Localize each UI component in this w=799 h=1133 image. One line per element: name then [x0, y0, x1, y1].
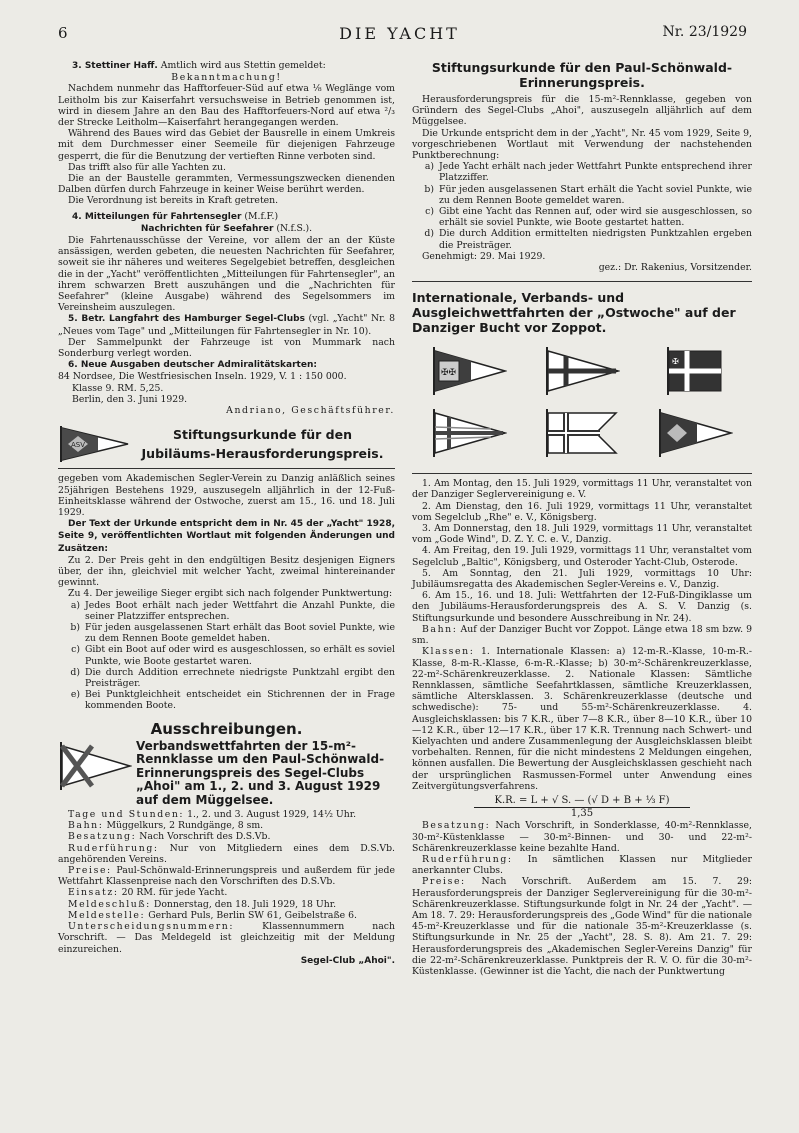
divider: [412, 473, 752, 474]
stettin-p2: Während des Baues wird das Gebiet der Bausrelle in einem Umkreis mit dem Durchmesser einer Seemeile für diejenigen Fahrzeuge gesperrt, die für die Benutzung der vertieften Rinne verboten sind.: [58, 128, 395, 162]
langfahrt-p1: 5. Betr. Langfahrt des Hamburger Segel-Clubs (vgl. „Yacht" Nr. 8 „Neues vom Tage" und „Mitteilungen für Fahrtensegler in Nr. 10).: [58, 313, 395, 337]
jubilaeum-title-1: Stiftungsurkunde für den: [173, 427, 352, 443]
paul-p1: Herausforderungspreis für die 15-m²-Rennklasse, gegeben von Gründern des Segel-Clubs „Ahoi", auszusegeln alljährlich auf dem Müggelsee.: [412, 94, 752, 128]
jubilaeum-p2: Der Text der Urkunde entspricht dem in Nr. 45 der „Yacht" 1928, Seite 9, veröffentlichten Wortlaut mit folgenden Änderungen und Zusätzen:: [58, 519, 395, 554]
ostwoche-item: 1. Am Montag, den 15. Juli 1929, vormittags 11 Uhr, veranstaltet von der Danziger Seglervereinigung e. V.: [412, 478, 752, 501]
ostwoche-preise: Preise: Nach Vorschrift. Außerdem am 15. 7. 29: Herausforderungspreis der Danziger Seglervereinigung für die 30-m²-Schärenkreuzerklasse. Stiftungsurkunde folgt in Nr. 24 der „Yacht". — Am 18. 7. 29: Herausforderungspreis des „Gode Wind" für die nationale 45-m²-Kreuzerklasse und für die nationale 35-m²-Kreuzerklasse (s. Stiftungsurkunde in Nr. 25 der „Yacht", 28. S. 8). Am 21. 7. 29: Herausforderungspreis des „Akademischen Segler-Vereins Danzig" für die 22-m²-Schärenkreuzerklasse. Punktpreis der R. V. O. für die 30-m²-Küstenklasse. (Gewinner ist die Yacht, die nach der Punktwertung: [412, 876, 753, 977]
jubilaeum-title-block: [58, 424, 395, 464]
langfahrt-p2: Der Sammelpunkt der Fahrzeuge ist von Mummark nach Sonderburg verlegt worden.: [58, 336, 395, 360]
pennant-icon: [58, 424, 130, 464]
right-column: [412, 60, 752, 977]
stettin-p5: Die Verordnung ist bereits in Kraft getreten.: [68, 195, 279, 207]
stettin-p1: Nachdem nunmehr das Hafftorfeuer-Süd auf etwa ⅛ Weglänge vom Leitholm bis zur Kaiserfahrt versuchsweise in Betrieb genommen ist, wird in diesem Jahre an den Bau des Hafftorfeuers-Nord auf etwa ²/₃ der Strecke Leitholm—Kaiserfahrt herangegangen werden.: [58, 83, 395, 129]
admiralitaet-line1: 84 Nordsee, Die Westfriesischen Inseln. 1929, V. 1 : 150 000.: [58, 371, 347, 383]
ostwoche-besatzung: Besatzung: Nach Vorschrift, in Sonderklasse, 40-m²-Rennklasse, 30-m²-Küstenklasse — 30-m²-Binnen- und 30- und 22-m²-Schärenkreuzerklasse keine bezahlte Hand.: [412, 820, 752, 854]
ausschreibung-header: [58, 740, 395, 808]
ausschreibung-signature: Segel-Club „Ahoi".: [300, 955, 395, 966]
ausschreibung-row: Meldeschluß: Donnerstag, den 18. Juli 1929, 18 Uhr.: [68, 898, 337, 910]
ostwoche-ruderfuehrung: Ruderführung: In sämtlichen Klassen nur Mitglieder anerkannter Clubs.: [412, 853, 752, 877]
mitteilungen-heading: 4. Mitteilungen für Fahrtensegler (M.f.F.): [72, 210, 279, 222]
flag-pennant-striped-icon: [431, 407, 507, 459]
formula-denominator: 1,35: [570, 808, 594, 820]
svg-text:ASV: ASV: [71, 441, 86, 450]
list-item: d) Die durch Addition ermittelten niedrigsten Punktzahlen ergeben die Preisträger.: [424, 228, 752, 251]
page-number: 6: [58, 24, 68, 42]
left-column: [58, 60, 395, 967]
flag-square-cross-icon: [665, 345, 725, 397]
admiralitaet-line2: Klasse 9. RM. 5,25.: [72, 382, 164, 394]
ostwoche-title: Internationale, Verbands- und Ausgleichwettfahrten der „Ostwoche" auf der Danziger Bucht vor Zoppot.: [412, 290, 736, 336]
ostwoche-item: 5. Am Sonntag, den 21. Juli 1929, vormittags 10 Uhr: Jubiläumsregatta des Akademischen Segler-Vereins e. V., Danzig.: [412, 567, 752, 591]
flag-swallowtail-cross-icon: [544, 407, 620, 459]
bekanntmachung-heading: Bekanntmachung!: [171, 72, 282, 84]
paul-signature: gez.: Dr. Rakenius, Vorsitzender.: [598, 262, 752, 274]
admiralitaet-heading: 6. Neue Ausgaben deutscher Admiralitätskarten:: [68, 360, 317, 371]
paul-date: Genehmigt: 29. Mai 1929.: [422, 250, 546, 262]
kr-formula: [412, 795, 752, 819]
ostwoche-bahn: Bahn: Auf der Danziger Bucht vor Zoppot. Länge etwa 18 sm bzw. 9 sm.: [412, 623, 752, 647]
paul-schoenwald-title: Stiftungsurkunde für den Paul-Schönwald-Erinnerungspreis.: [431, 60, 733, 90]
formula-numerator: K.R. = L + √ S. — (√ D + B + ⅓ F): [474, 795, 689, 808]
admiralitaet-signature: Andriano, Geschäftsführer.: [226, 405, 395, 417]
nachrichten-heading: Nachrichten für Seefahrer (N.f.S.).: [140, 222, 313, 234]
jubilaeum-title-2: Jubiläums-Herausforderungspreis.: [141, 446, 384, 462]
mitteilungen-p1: Die Fahrtenausschüsse der Vereine, vor allem der an der Küste ansässigen, werden gebeten, die neuesten Nachrichten für Seefahrer, soweit sie ihr näheres und weiteres Segelgebiet betreffen, desgleichen die in der „Yacht" veröffentlichten „Mitteilungen für Fahrtensegler", an ihrem schwarzen Brett auszuhängen und die „Nachrichten für Seefahrer" (kleine Ausgabe) während des Segelsommers im Vereinsheim auszulegen.: [58, 235, 396, 314]
ausschreibung-row: Bahn: Müggelkurs, 2 Rundgänge, 8 sm.: [68, 820, 264, 832]
flag-pennant-cross-icon: [544, 345, 620, 397]
ostwoche-item: 6. Am 15., 16. und 18. Juli: Wettfahrten der 12-Fuß-Dingiklasse um den Jubiläums-Herausforderungspreis des A. S. V. Danzig (s. Stiftungsurkunde und besondere Ausschreibung in Nr. 24).: [412, 590, 752, 624]
ostwoche-klassen: Klassen: 1. Internationale Klassen: a) 12-m-R.-Klasse, 10-m-R.-Klasse, 8-m-R.-Klasse, 6-m-R.-Klasse; b) 30-m²-Schärenkreuzerklasse, 22-m²-Schärenkreuzerklasse. 2. Nationale Klassen: Sämtliche Rennklassen, sämtliche Seefahrtklassen, sämtliche Kreuzerklassen, sämtliche Altersklassen. 3. Schärenkreuzerklasse (deutsche und schwedische): 75- und 55-m²-Schärenkreuzerklasse. 4. Ausgleichsklassen: bis 7 K.R., über 7—8 K.R., über 8—10 K.R., über 10—12 K.R., über 12—17 K.R., über 17 K.R. Trennung nach Schwert- und Kielyachten und andere Zusammenlegung der Ausgleichsklassen bleibt vorbehalten. Rennen, für die nicht mindestens 2 Meldungen eingehen, können ausfallen. Die Bewertung der Ausgleichsklassen geschieht nach der ursprünglichen Rasmussen-Formel unter Anwendung eines Zeitvergütungsverfahrens.: [412, 646, 752, 792]
list-item: c) Gibt ein Boot auf oder wird es ausgeschlossen, so erhält es soviel Punkte, wie Boote gestartet waren.: [71, 644, 395, 667]
ausschreibung-row: Meldestelle: Gerhard Puls, Berlin SW 61, Geibelstraße 6.: [68, 909, 358, 921]
ausschreibung-row: Preise: Paul-Schönwald-Erinnerungspreis und außerdem für jede Wettfahrt Klassenpreise nach den Vorschriften des D.S.Vb.: [58, 865, 395, 888]
ostwoche-item: 3. Am Donnerstag, den 18. Juli 1929, vormittags 11 Uhr, veranstaltet vom „Gode Wind", D. Z. Y. C. e. V., Danzig.: [412, 523, 752, 546]
divider: [58, 468, 395, 469]
stettin-p4: Die an der Baustelle gerammten, Vermessungszwecken dienenden Dalben dürfen durch Fahrzeuge in keiner Weise berührt werden.: [58, 173, 395, 196]
ausschreibungen-title: Ausschreibungen.: [150, 719, 303, 738]
jubilaeum-p4: Zu 4. Der jeweilige Sieger ergibt sich nach folgender Punktwertung:: [68, 588, 393, 600]
admiralitaet-date: Berlin, den 3. Juni 1929.: [72, 393, 188, 405]
issue-number: Nr. 23/1929: [662, 24, 747, 40]
ostwoche-item: 2. Am Dienstag, den 16. Juli 1929, vormittags 11 Uhr, veranstaltet vom Segelclub „Rhe" e. V., Königsberg.: [412, 500, 752, 523]
jubilaeum-p3: Zu 2. Der Preis geht in den endgültigen Besitz desjenigen Eigners über, der ihn, gleichviel mit welcher Yacht, zweimal hintereinander gewinnt.: [58, 554, 395, 589]
flag-pennant-emblem-icon: [657, 407, 733, 459]
club-flags: [412, 345, 752, 459]
list-item: d) Die durch Addition errechnete niedrigste Punktzahl ergibt den Preisträger.: [70, 666, 395, 689]
stettin-heading: 3. Stettiner Haff. Amtlich wird aus Stettin gemeldet:: [72, 60, 326, 71]
ausschreibung-row: Besatzung: Nach Vorschrift des D.S.Vb.: [68, 831, 271, 843]
jubilaeum-p1: gegeben vom Akademischen Segler-Verein zu Danzig anläßlich seines 25jährigen Bestehens 1929, auszusegeln alljährlich in der 12-Fuß-Einheitsklasse während der Ostwoche, zuerst am 15., 16. und 18. Juli 1929.: [58, 473, 395, 518]
stettin-p3: Das trifft also für alle Yachten zu.: [68, 161, 226, 173]
ausschreibung-row: Unterscheidungsnummern: Klassennummern nach Vorschrift. — Das Meldegeld ist gleichzeitig mit der Meldung einzureichen.: [58, 921, 395, 955]
journal-title: DIE YACHT: [339, 24, 460, 43]
ostwoche-item: 4. Am Freitag, den 19. Juli 1929, vormittags 11 Uhr, veranstaltet vom Segelclub „Baltic", Königsberg, und Osteroder Yacht-Club, Osterode.: [412, 545, 752, 568]
list-item: b) Für jeden ausgelassenen Start erhält die Yacht soviel Punkte, wie zu dem Rennen Boote gemeldet waren.: [424, 183, 752, 206]
page-header: [0, 24, 799, 46]
divider: [412, 281, 752, 282]
ausschreibung-row: Tage und Stunden: 1., 2. und 3. August 1929, 14½ Uhr.: [68, 809, 357, 821]
ausschreibung-row: Einsatz: 20 RM. für jede Yacht.: [68, 887, 228, 899]
list-item: b) Für jeden ausgelassenen Start erhält das Boot soviel Punkte, wie zu dem Rennen Boote gemeldet haben.: [70, 621, 395, 645]
ausschreibung-row: Ruderführung: Nur von Mitgliedern eines dem D.S.Vb. angehörenden Vereins.: [58, 842, 395, 865]
list-item: e) Bei Punktgleichheit entscheidet ein Stichrennen der in Frage kommenden Boote.: [70, 689, 395, 712]
svg-text:✠: ✠: [672, 357, 680, 367]
svg-text:✠✠: ✠✠: [440, 368, 456, 379]
flag-pennant-danzig-icon: [431, 345, 507, 397]
list-item: c) Gibt eine Yacht das Rennen auf, oder wird sie ausgeschlossen, so erhält sie soviel Punkte, wie Boote gestartet hatten.: [425, 206, 752, 229]
list-item: a) Jedes Boot erhält nach jeder Wettfahrt die Anzahl Punkte, die seiner Platzziffer entsprechen.: [70, 599, 395, 622]
pennant-cross-icon: [58, 740, 132, 792]
ausschreibung-subtitle: Verbandswettfahrten der 15-m²-Rennklasse um den Paul-Schönwald-Erinnerungspreis des Segel-Clubs „Ahoi" am 1., 2. und 3. August 1929 auf dem Müggelsee.: [136, 738, 385, 807]
paul-p2: Die Urkunde entspricht dem in der „Yacht", Nr. 45 vom 1929, Seite 9, vorgeschriebenen Wortlaut mit Verwendung der nachstehenden Punktberechnung:: [412, 127, 752, 162]
list-item: a) Jede Yacht erhält nach jeder Wettfahrt Punkte entsprechend ihrer Platzziffer.: [424, 161, 752, 184]
